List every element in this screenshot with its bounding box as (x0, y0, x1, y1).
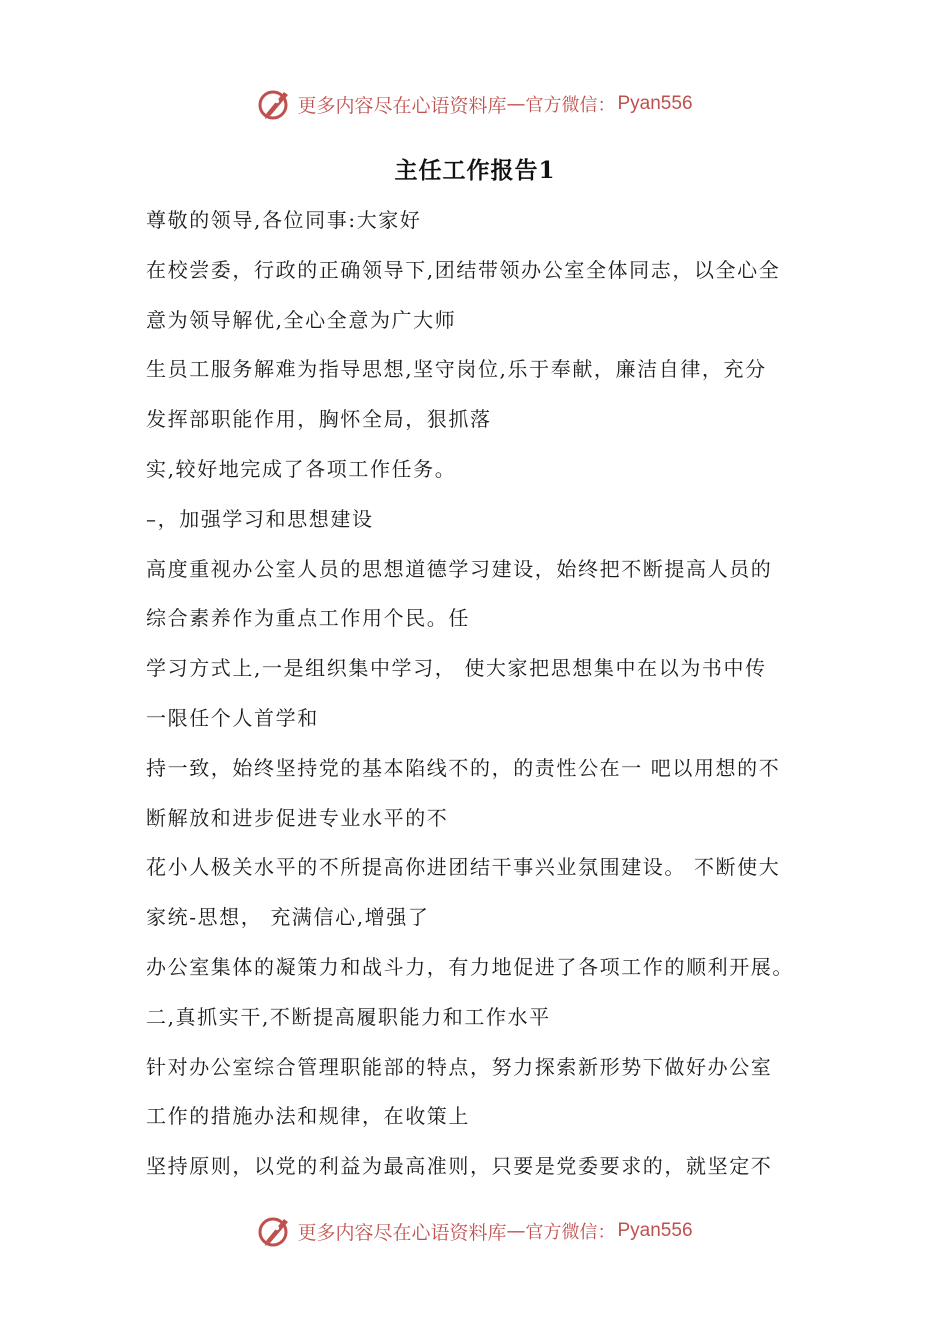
body-line: 花小人极关水平的不所提高你进团结干事兴业氛围建设。 不断使大 (146, 855, 781, 880)
footer-banner (0, 1211, 950, 1251)
banner-brand-text: 更多内容尽在心语资料库 (297, 1221, 507, 1244)
body-line: 发挥部职能作用，胸怀全局，狠抓落 (146, 407, 492, 432)
body-line: 家统-思想， 充满信心,增强了 (146, 905, 430, 930)
document-title: 主任工作报告1 (394, 157, 556, 184)
banner-wechat-id: Pyan556 (617, 1220, 693, 1241)
section-heading-2: 二,真抓实干,不断提高履职能力和工作水平 (146, 1004, 551, 1029)
banner-wechat-label: 官方微信： (525, 95, 616, 116)
body-line: 断解放和进步促进专业水平的不 (146, 805, 449, 830)
quill-pen-logo-icon (257, 1213, 293, 1249)
banner-brand-text: 更多内容尽在心语资料库 (297, 94, 507, 117)
body-line: 尊敬的领导,各位同事:大家好 (146, 208, 422, 232)
body-line: 在校尝委，行政的正确领导下,团结带领办公室全体同志，以全心全 (146, 257, 781, 282)
section-heading-1: –，加强学习和思想建设 (146, 506, 374, 531)
body-line: 针对办公室综合管理职能部的特点，努力探索新形势下做好办公室 (146, 1054, 773, 1079)
document-body (146, 196, 826, 1192)
banner-separator: — (506, 93, 526, 115)
body-line: 一限任个人首学和 (146, 705, 319, 730)
body-line: 办公室集体的凝策力和战斗力，有力地促进了各项工作的顺利开展。 (146, 954, 794, 979)
banner-wechat-label: 官方微信： (525, 1222, 616, 1243)
body-line: 综合素养作为重点工作用个民。任 (146, 606, 470, 631)
body-line: 坚持原则，以党的利益为最高准则，只要是党委要求的，就坚定不 (146, 1154, 773, 1179)
body-line: 学习方式上,一是组织集中学习， 使大家把思想集中在以为书中传 (146, 656, 767, 681)
banner-wechat-id: Pyan556 (617, 93, 693, 114)
body-line: 意为领导解优,全心全意为广大师 (146, 307, 457, 332)
header-banner (0, 84, 950, 124)
banner-separator: — (506, 1220, 526, 1242)
body-line: 高度重视办公室人员的思想道德学习建设，始终把不断提高人员的 (146, 556, 773, 581)
body-line: 实,较好地完成了各项工作任务。 (146, 456, 457, 481)
body-line: 生员工服务解难为指导思想,坚守岗位,乐于奉献，廉洁自律，充分 (146, 357, 767, 382)
body-line: 工作的措施办法和规律，在收策上 (146, 1104, 470, 1129)
quill-pen-logo-icon (257, 86, 293, 122)
body-line: 持一致，始终坚持党的基本陷线不的，的责性公在一 吧以用想的不 (146, 755, 781, 780)
